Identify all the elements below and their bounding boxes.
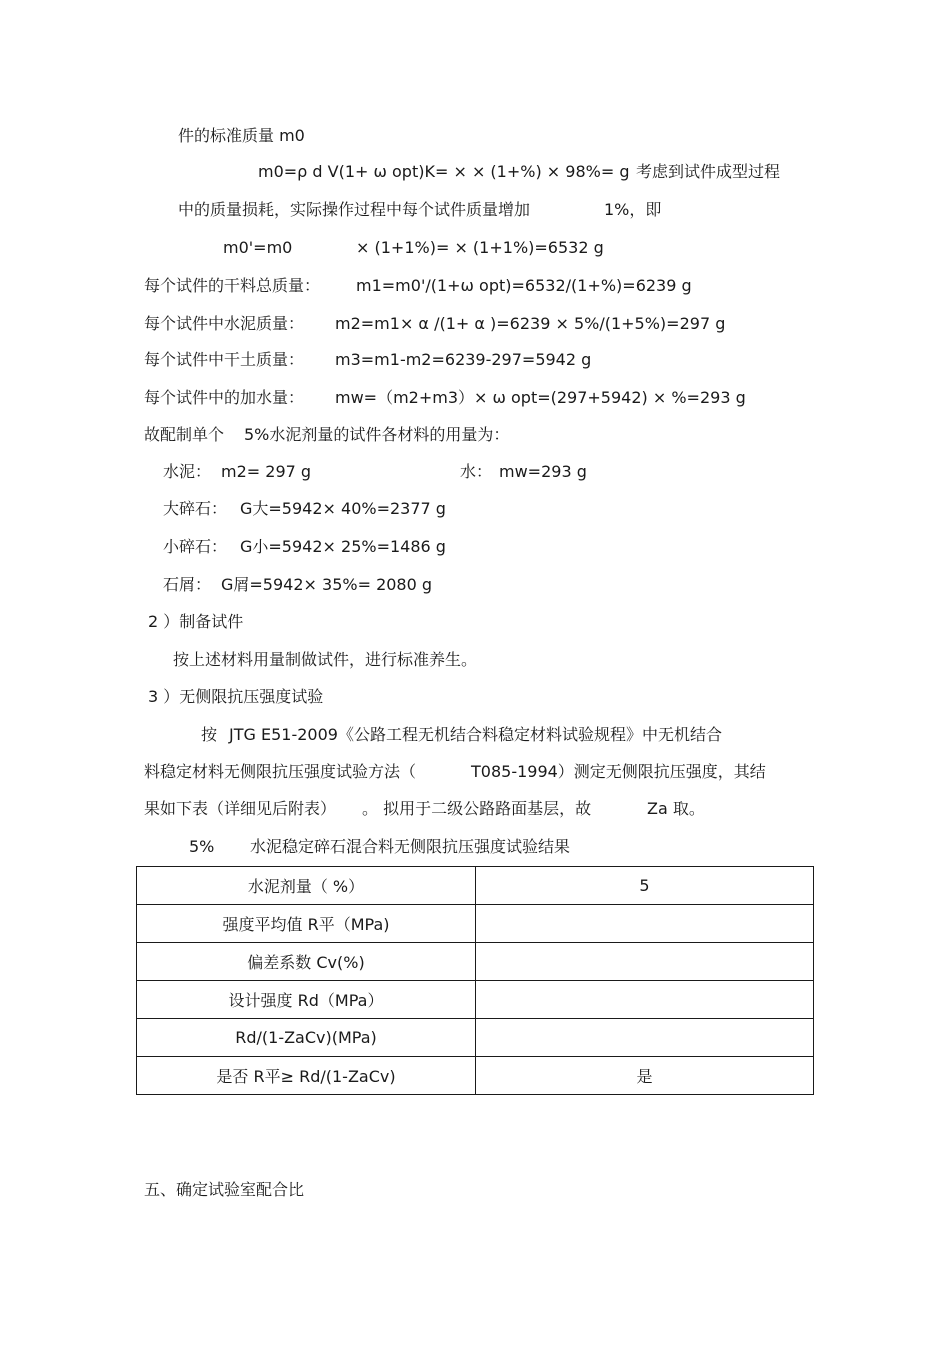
table-cell-value (476, 943, 814, 981)
text-line: 考虑到试件成型过程 (636, 162, 781, 181)
water-label: 水： (460, 462, 493, 481)
text-line: 故配制单个 (144, 425, 225, 444)
table-row (137, 943, 814, 981)
table-cell-value (476, 1019, 814, 1057)
table-row (137, 981, 814, 1019)
stone-chips-label: 石屑： (163, 575, 212, 594)
text-line: 按上述材料用量制做试件，进行标准养生。 (173, 650, 478, 669)
text-line: 5%水泥剂量的试件各材料的用量为： (244, 425, 510, 444)
formula-mw: mw=（m2+m3）× ω opt=(297+5942) × %=293 g (335, 388, 746, 407)
cement-label: 水泥： (163, 462, 212, 481)
table-row (137, 867, 814, 905)
table-cell-value (476, 905, 814, 943)
text-line: 料稳定材料无侧限抗压强度试验方法（ (144, 762, 417, 781)
table-cell-value: 5 (476, 867, 814, 905)
small-gravel-value: G小=5942× 25%=1486 g (240, 537, 446, 556)
text-line: 件的标准质量 m0 (178, 126, 305, 145)
table-row (137, 1019, 814, 1057)
section-heading-5: 五、确定试验室配合比 (144, 1180, 305, 1199)
formula-m0-prime-value: × (1+1%)= × (1+1%)=6532 g (356, 238, 604, 257)
text-line: 果如下表（详细见后附表） (144, 799, 337, 818)
table-cell-label: 强度平均值 R平（MPa) (137, 905, 476, 943)
cement-value: m2= 297 g (221, 462, 312, 481)
table-cell-label: 水泥剂量（ %） (137, 867, 476, 905)
small-gravel-label: 小碎石： (163, 537, 228, 556)
table-cell-label: Rd/(1-ZaCv)(MPa) (137, 1019, 476, 1057)
text-line: 每个试件的干料总质量： (144, 276, 321, 295)
table-row (137, 905, 814, 943)
formula-m0: m0=ρ d V(1+ ω opt)K= × × (1+%) × 98%= g (258, 162, 630, 181)
text-line: 每个试件中干土质量： (144, 350, 305, 369)
water-value: mw=293 g (499, 462, 587, 481)
text-line: JTG E51-2009《公路工程无机结合料稳定材料试验规程》中无机结合 (229, 725, 722, 744)
text-line: T085-1994）测定无侧限抗压强度，其结 (471, 762, 766, 781)
table-cell-label: 偏差系数 Cv(%) (137, 943, 476, 981)
table-cell-label: 设计强度 Rd（MPa） (137, 981, 476, 1019)
table-caption: 水泥稳定碎石混合料无侧限抗压强度试验结果 (250, 837, 571, 856)
text-line: 每个试件中水泥质量： (144, 314, 305, 333)
table-cell-value: 是 (476, 1057, 814, 1095)
formula-m3: m3=m1-m2=6239-297=5942 g (335, 350, 592, 369)
text-line: Za 取。 (647, 799, 705, 818)
text-line: 。 拟用于二级公路路面基层，故 (362, 799, 592, 818)
text-line: 每个试件中的加水量： (144, 388, 305, 407)
big-gravel-value: G大=5942× 40%=2377 g (240, 499, 446, 518)
formula-m0-prime: m0'=m0 (223, 238, 293, 257)
formula-m1: m1=m0'/(1+ω opt)=6532/(1+%)=6239 g (356, 276, 692, 295)
table-cell-value (476, 981, 814, 1019)
strength-results-table (136, 866, 814, 1095)
formula-m2: m2=m1× α /(1+ α )=6239 × 5%/(1+5%)=297 g (335, 314, 726, 333)
stone-chips-value: G屑=5942× 35%= 2080 g (221, 575, 433, 594)
table-cell-label: 是否 R平≥ Rd/(1-ZaCv) (137, 1057, 476, 1095)
table-row (137, 1057, 814, 1095)
table-caption-dose: 5% (189, 837, 215, 856)
text-line: 中的质量损耗，实际操作过程中每个试件质量增加 (178, 200, 531, 219)
text-line: 1%，即 (604, 200, 662, 219)
section-heading-3: 3 ）无侧限抗压强度试验 (148, 687, 324, 706)
section-heading-2: 2 ）制备试件 (148, 612, 244, 631)
text-line: 按 (201, 725, 218, 744)
big-gravel-label: 大碎石： (163, 499, 228, 518)
